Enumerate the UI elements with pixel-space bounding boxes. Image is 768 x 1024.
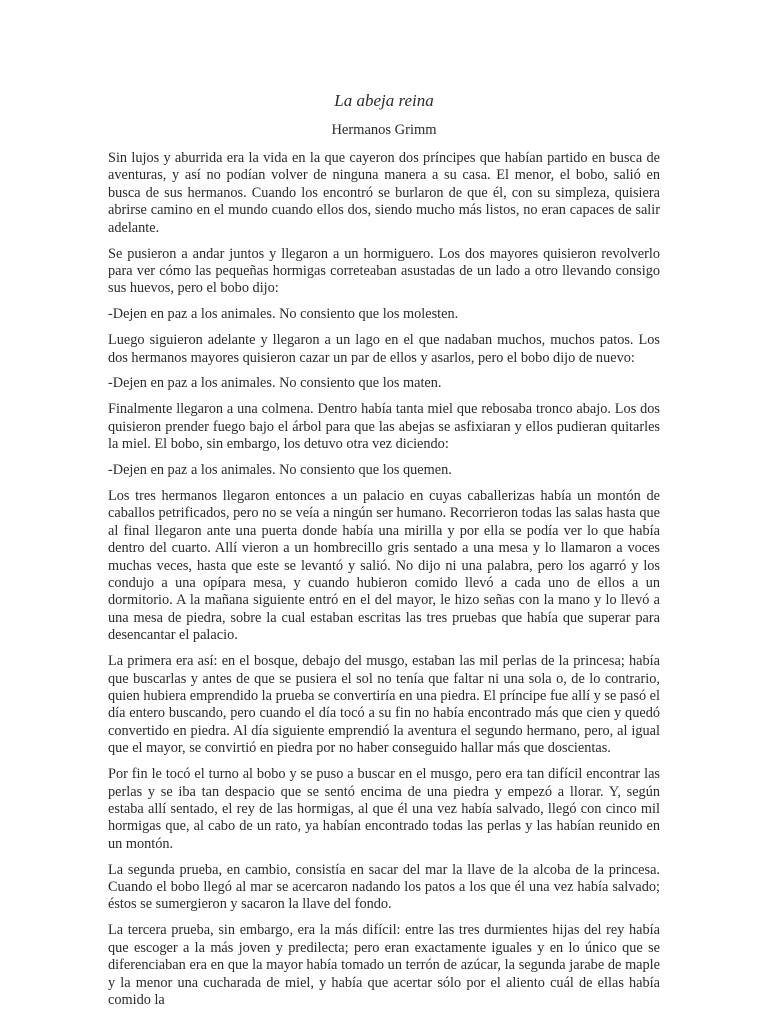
paragraph: Los tres hermanos llegaron entonces a un palacio en cuyas caballerizas había un montón de caballos petrificados, pero no se veía a ningún ser humano. Recorrieron todas las salas hasta que al final llegaron ante una puerta donde había una mirilla y por ella se podía ver lo que había dentro del cuarto. Allí vieron a un hombrecillo gris sentado a una mesa y lo llamaron a voces muchas veces, hasta que este se levantó y salió. No dijo ni una palabra, pero los agarró y los condujo a una opípara mesa, y cuando hubieron comido llevó a cada uno de ellos a un dormitorio. A la mañana siguiente entró en el del mayor, le hizo señas con la mano y lo llevó a una mesa de piedra, sobre la cual estaban escritas las tres pruebas que había que superar para desencantar el palacio. [108,488,660,644]
paragraph: La segunda prueba, en cambio, consistía en sacar del mar la llave de la alcoba de la princesa. Cuando el bobo llegó al mar se acercaron nadando los patos a los que él una vez había salvado; éstos se sumergieron y sacaron la llave del fondo. [108,861,660,913]
paragraph: Por fin le tocó el turno al bobo y se puso a buscar en el musgo, pero era tan difícil encontrar las perlas y se iba tan despacio que se sentó encima de una piedra y empezó a llorar. Y, según estaba allí sentado, el rey de las hormigas, al que él una vez había salvado, llegó con cinco mil hormigas que, al cabo de un rato, ya habían encontrado todas las perlas y las habían reunido en un montón. [108,766,660,852]
paragraph: Se pusieron a andar juntos y llegaron a un hormiguero. Los dos mayores quisieron revolverlo para ver cómo las pequeñas hormigas correteaban asustadas de un lado a otro llevando consigo sus huevos, pero el bobo dijo: [108,245,660,297]
dialogue-line: -Dejen en paz a los animales. No consiento que los maten. [108,375,442,392]
dialogue-line: -Dejen en paz a los animales. No consiento que los molesten. [108,306,459,323]
dialogue-line: -Dejen en paz a los animales. No consiento que los quemen. [108,462,452,479]
paragraph: La tercera prueba, sin embargo, era la más difícil: entre las tres durmientes hijas del rey había que escoger a la más joven y predilecta; pero eran exactamente iguales y en lo único que se diferenciaban era en que la mayor había tomado un terrón de azúcar, la segunda jarabe de maple y la menor una cucharada de miel, y había que acertar sólo por el aliento cuál de ellas había comido la [108,922,660,1008]
paragraph: Sin lujos y aburrida era la vida en la que cayeron dos príncipes que habían partido en busca de aventuras, y así no podían volver de ninguna manera a su casa. El menor, el bobo, salió en busca de sus hermanos. Cuando los encontró se burlaron de que él, con su simpleza, quisiera abrirse camino en el mundo cuando ellos dos, siendo mucho más listos, no eran capaces de salir adelante. [108,150,660,236]
paragraph: Finalmente llegaron a una colmena. Dentro había tanta miel que rebosaba tronco abajo. Los dos quisieron prender fuego bajo el árbol para que las abejas se asfixiaran y ellos pudieran quitarles la miel. El bobo, sin embargo, los detuvo otra vez diciendo: [108,401,660,453]
paragraph: Luego siguieron adelante y llegaron a un lago en el que nadaban muchos, muchos patos. Los dos hermanos mayores quisieron cazar un par de ellos y asarlos, pero el bobo dijo de nuevo: [108,332,660,366]
document-title: La abeja reina [334,91,434,110]
document-page [108,88,660,1018]
paragraph: La primera era así: en el bosque, debajo del musgo, estaban las mil perlas de la princesa; había que buscarlas y antes de que se pusiera el sol no tenía que faltar ni una sola o, de lo contrario, quien hubiera emprendido la prueba se convertiría en una piedra. El príncipe fue allí y se pasó el día entero buscando, pero cuando el día tocó a su fin no había encontrado más que cien y quedó convertido en piedra. Al día siguiente emprendió la aventura el segundo hermano, pero, al igual que el mayor, se convirtió en piedra por no haber conseguido hallar más que doscientas. [108,653,660,757]
document-author: Hermanos Grimm [331,122,437,138]
